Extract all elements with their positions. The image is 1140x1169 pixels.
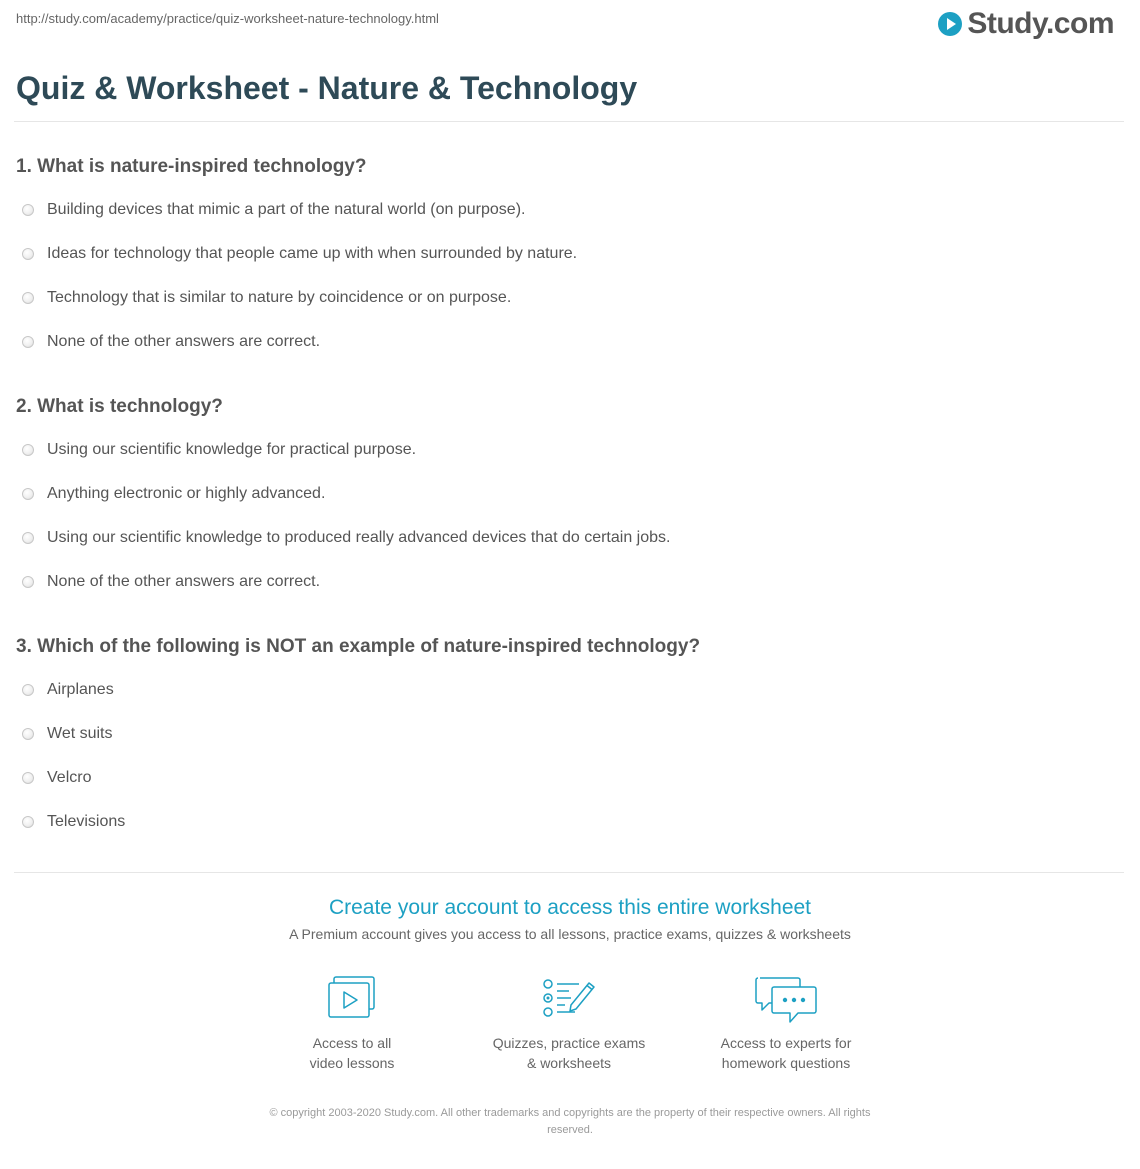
play-logo-icon [938,12,962,36]
answer-text: Anything electronic or highly advanced. [47,485,326,502]
answer-text: Wet suits [47,725,113,742]
answer-text: Technology that is similar to nature by coincidence or on purpose. [47,289,512,306]
answer-text: None of the other answers are correct. [47,573,321,590]
page-title: Quiz & Worksheet - Nature & Technology [16,70,638,106]
feature-label-line2: video lessons [309,1055,395,1071]
answer-text: Velcro [47,769,92,786]
feature-label-line1: Quizzes, practice exams [492,1035,646,1051]
premium-description: A Premium account gives you access to all lessons, practice exams, quizzes & worksheets [289,926,851,942]
radio-button[interactable] [22,728,34,740]
radio-button[interactable] [22,444,34,456]
quiz-checklist-icon [541,975,597,1021]
question-2: 2. What is technology? [16,396,223,417]
answer-option[interactable] [22,286,511,310]
answer-option[interactable] [22,722,113,746]
answer-option[interactable] [22,482,325,506]
answer-text: Using our scientific knowledge for practical purpose. [47,441,417,458]
copyright-footer [210,1105,930,1139]
radio-button[interactable] [22,336,34,348]
answer-text: Building devices that mimic a part of the natural world (on purpose). [47,201,526,218]
answer-text: Airplanes [47,681,114,698]
page-url: http://study.com/academy/practice/quiz-worksheet-nature-technology.html [16,11,439,26]
answer-text: Televisions [47,813,126,830]
radio-button[interactable] [22,532,34,544]
question-3: 3. Which of the following is NOT an example of nature-inspired technology? [16,636,701,657]
radio-button[interactable] [22,772,34,784]
answer-text: None of the other answers are correct. [47,333,321,350]
create-account-link[interactable]: Create your account to access this entire worksheet [328,896,812,919]
answer-option[interactable] [22,766,91,790]
answer-option[interactable] [22,198,525,222]
radio-button[interactable] [22,248,34,260]
radio-button[interactable] [22,576,34,588]
chat-bubbles-icon [754,975,818,1027]
answer-option[interactable] [22,438,416,462]
answer-text: Ideas for technology that people came up with when surrounded by nature. [47,245,578,262]
video-lessons-icon [326,975,378,1021]
feature-label-line2: & worksheets [526,1055,612,1071]
answer-text: Using our scientific knowledge to produced really advanced devices that do certain jobs. [47,529,671,546]
answer-option[interactable] [22,330,320,354]
answer-option[interactable] [22,242,577,266]
feature-label-line1: Access to experts for [720,1035,852,1051]
feature-label-line1: Access to all [312,1035,392,1051]
feature-video-lessons [252,975,452,1073]
feature-experts [686,975,886,1073]
title-divider [14,121,1124,122]
study-logo[interactable] [938,9,1114,39]
radio-button[interactable] [22,292,34,304]
top-bar [16,7,1124,40]
logo-text: Study.com [967,7,1114,40]
copyright-line1: © copyright 2003-2020 Study.com. All other trademarks and copyrights are the property of their respective owners. All rights [269,1107,871,1119]
answer-option[interactable] [22,570,320,594]
question-1: 1. What is nature-inspired technology? [16,156,367,177]
section-divider [14,872,1124,873]
answer-option[interactable] [22,678,114,702]
copyright-line2: reserved. [547,1124,593,1136]
radio-button[interactable] [22,816,34,828]
answer-option[interactable] [22,810,125,834]
feature-label-line2: homework questions [721,1055,851,1071]
radio-button[interactable] [22,488,34,500]
answer-option[interactable] [22,526,670,550]
radio-button[interactable] [22,204,34,216]
feature-quizzes [469,975,669,1073]
radio-button[interactable] [22,684,34,696]
